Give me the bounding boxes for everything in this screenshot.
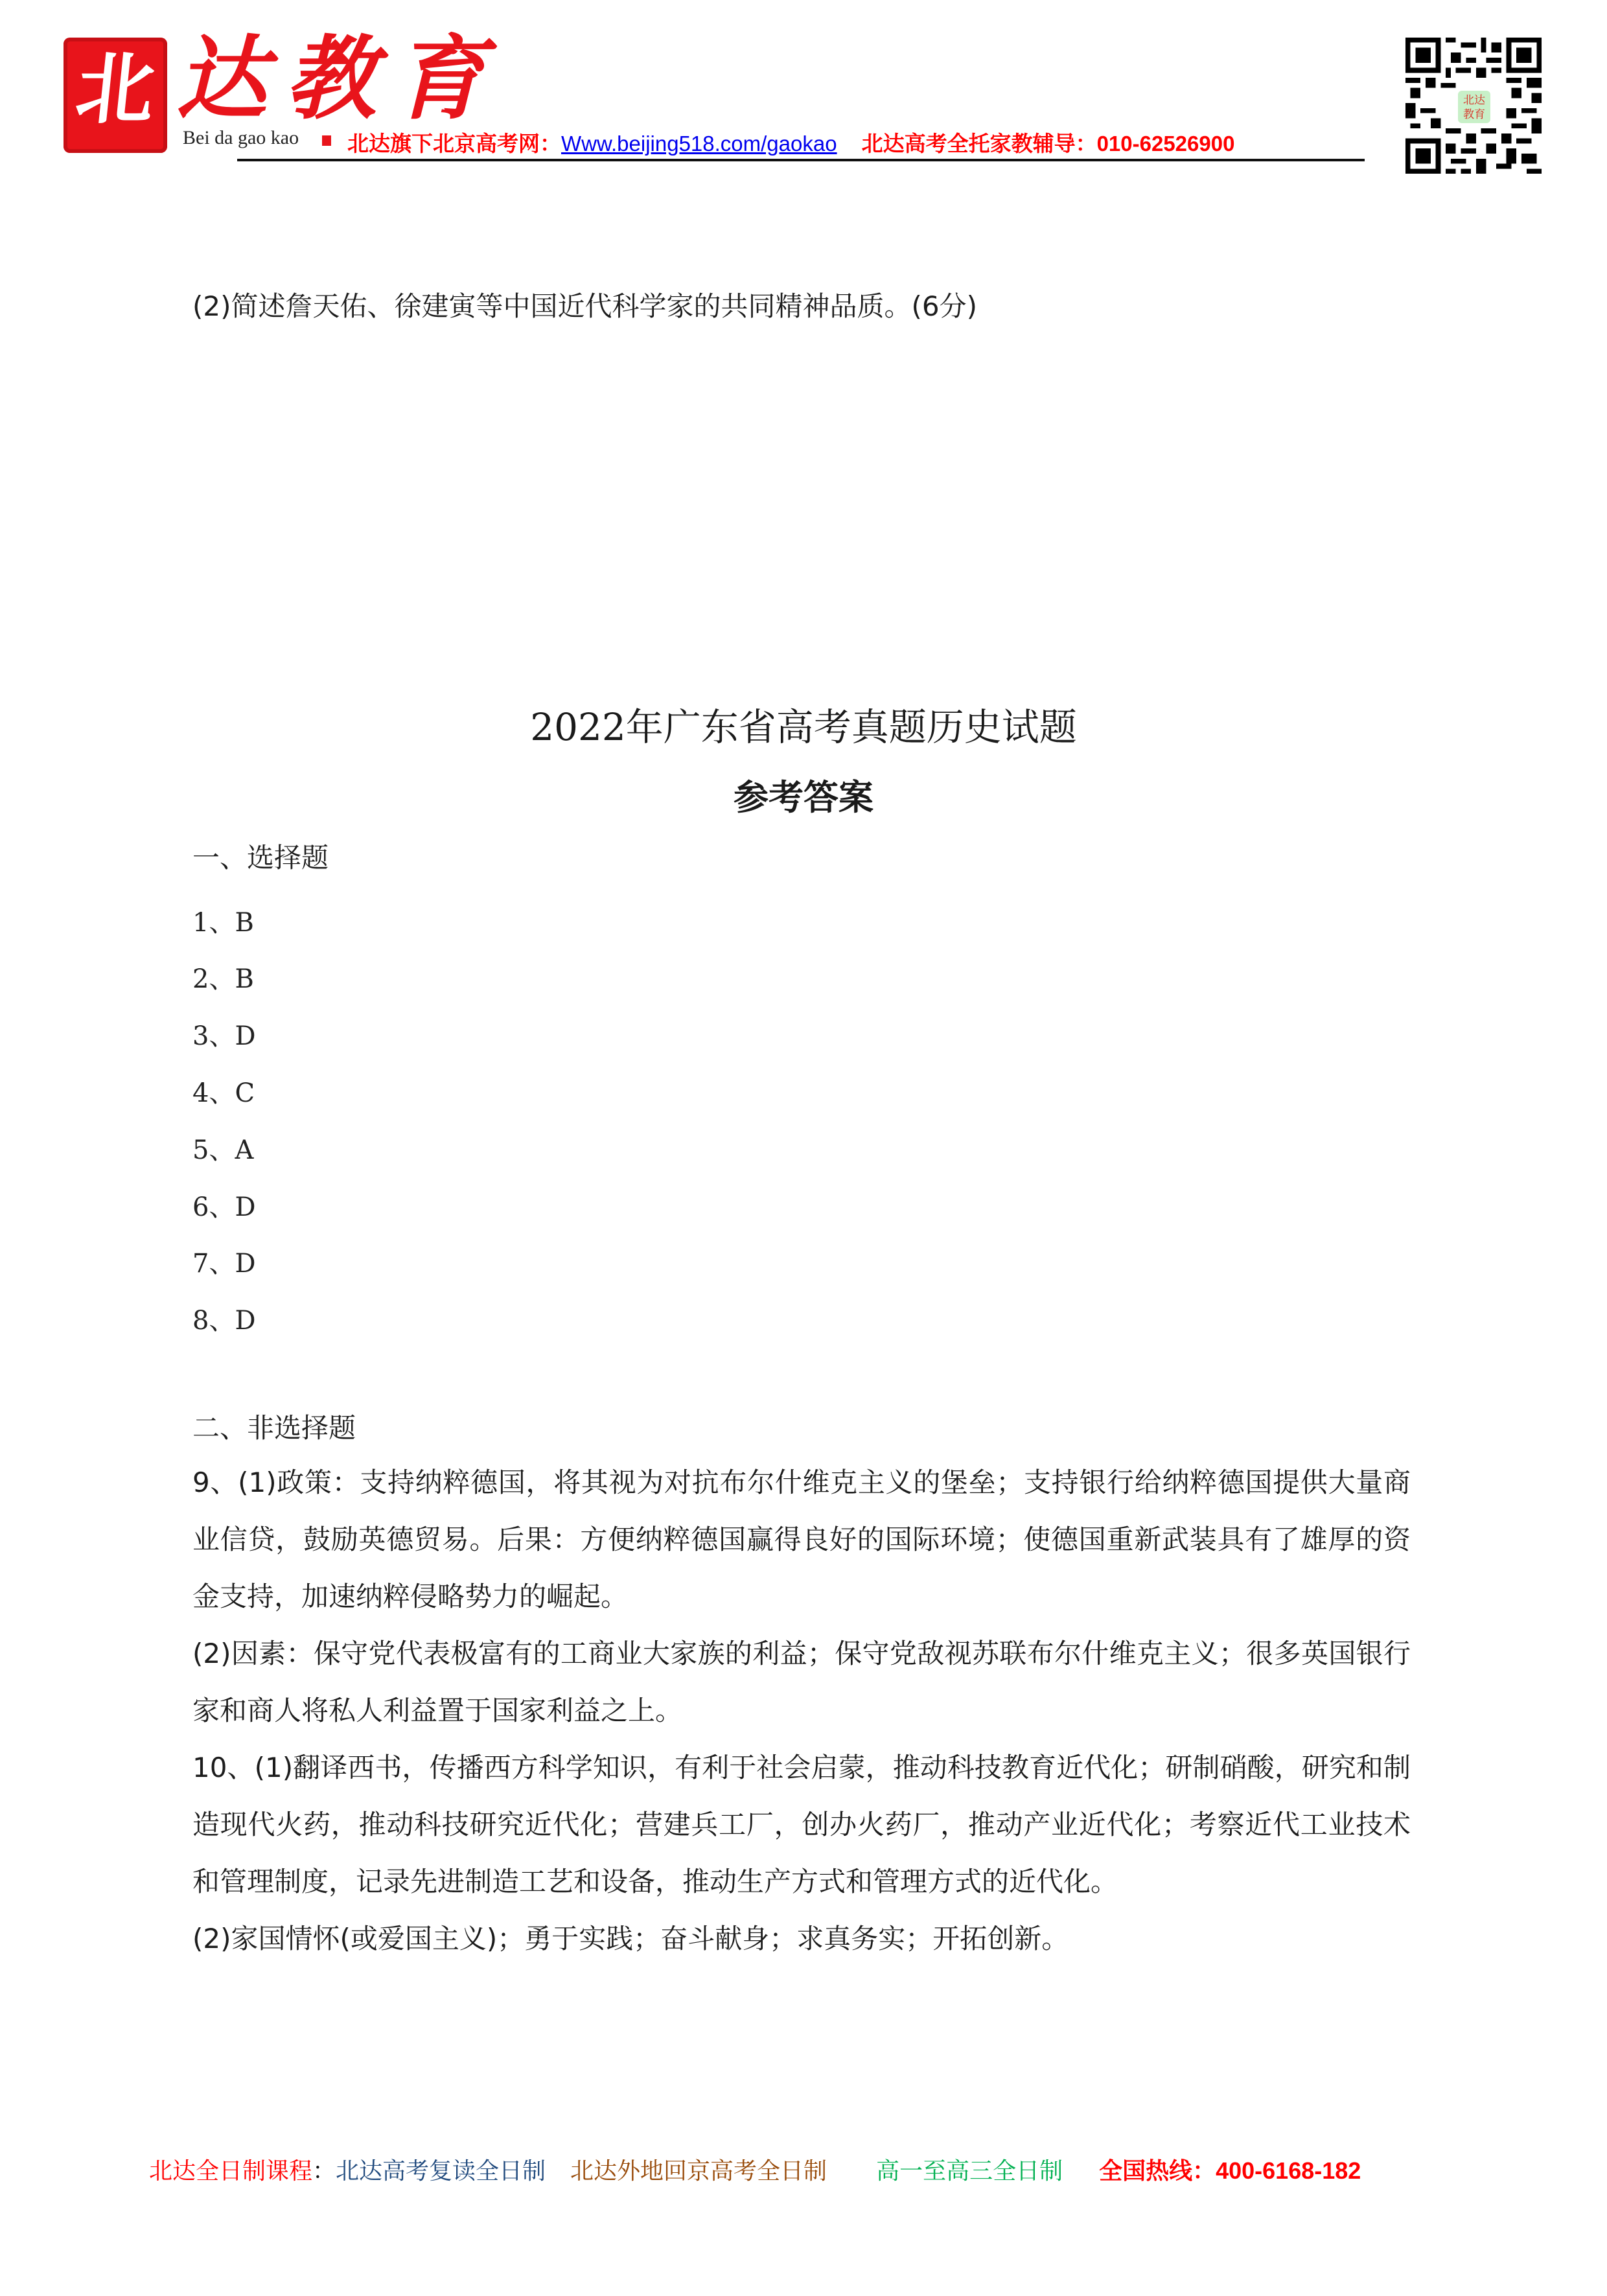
tutoring-phone: 010-62526900 [1096,132,1235,156]
footer-colon: ： [312,2157,336,2184]
footer [149,2153,1361,2186]
mc-answer: 8、D [192,1306,256,1336]
mc-answer: 6、D [192,1192,256,1222]
answer-q10-part1: 10、(1)翻译西书，传播西方科学知识，有利于社会启蒙，推动科技教育近代化；研制硝酸，研究和制造现代火药，推动科技研究近代化；营建兵工厂，创办火药厂，推动产业近代化；考察近代工业技术和管理制度，记录先进制造工艺和设备，推动生产方式和管理方式的近代化。 [192,1752,1411,1897]
header-divider [237,159,1365,161]
answer-q10-part2: (2)家国情怀(或爱国主义)；勇于实践；奋斗献身；求真务实；开拓创新。 [192,1923,1069,1954]
footer-hotline-number: 400-6168-182 [1216,2157,1361,2184]
mc-answer: 7、D [192,1249,256,1279]
footer-course-repeat: 北达高考复读全日制 [336,2157,546,2184]
logo-subtitle: Bei da gao kao [183,127,299,148]
logo-seal-char: 北 [71,43,159,135]
site-link[interactable]: Www.beijing518.com/gaokao [561,132,837,156]
logo-seal [64,38,167,153]
footer-course-label: 北达全日制课程 [149,2157,313,2184]
mc-answer: 4、C [192,1078,255,1108]
section-heading-multiple-choice: 一、选择题 [192,842,329,874]
page-title: 2022年广东省高考真题历史试题 [530,705,1077,749]
header-info-line [347,127,1234,157]
site-label: 北达旗下北京高考网： [347,132,561,156]
mc-answer: 1、B [192,908,254,938]
section-heading-non-choice: 二、非选择题 [192,1412,356,1444]
mc-answer: 3、D [192,1021,256,1051]
qr-badge-line2: 教育 [1463,108,1485,121]
answer-q9-part1: 9、(1)政策：支持纳粹德国，将其视为对抗布尔什维克主义的堡垒；支持银行给纳粹德国提供大量商业信贷，鼓励英德贸易。后果：方便纳粹德国赢得良好的国际环境；使德国重新武装具有了雄厚的资金支持，加速纳粹侵略势力的崛起。 [192,1467,1411,1612]
question-2: (2)简述詹天佑、徐建寅等中国近代科学家的共同精神品质。(6分) [192,290,977,322]
footer-course-return: 北达外地回京高考全日制 [570,2157,827,2184]
qr-badge-line1: 北达 [1463,94,1485,107]
mc-answer: 2、B [192,964,254,994]
qr-badge-logo [1458,91,1490,123]
page-subtitle: 参考答案 [734,777,873,818]
mc-answer: 5、A [192,1135,254,1165]
tutoring-label: 北达高考全托家教辅导： [861,132,1097,156]
footer-course-highschool: 高一至高三全日制 [876,2157,1063,2184]
footer-hotline-label: 全国热线： [1099,2157,1216,2184]
footer-hotline [1099,2157,1361,2184]
bullet-square-icon [322,135,331,146]
answer-q9-part2: (2)因素：保守党代表极富有的工商业大家族的利益；保守党敌视苏联布尔什维克主义；很多英国银行家和商人将私人利益置于国家利益之上。 [192,1638,1411,1726]
logo-text: 达教育 [176,26,503,132]
